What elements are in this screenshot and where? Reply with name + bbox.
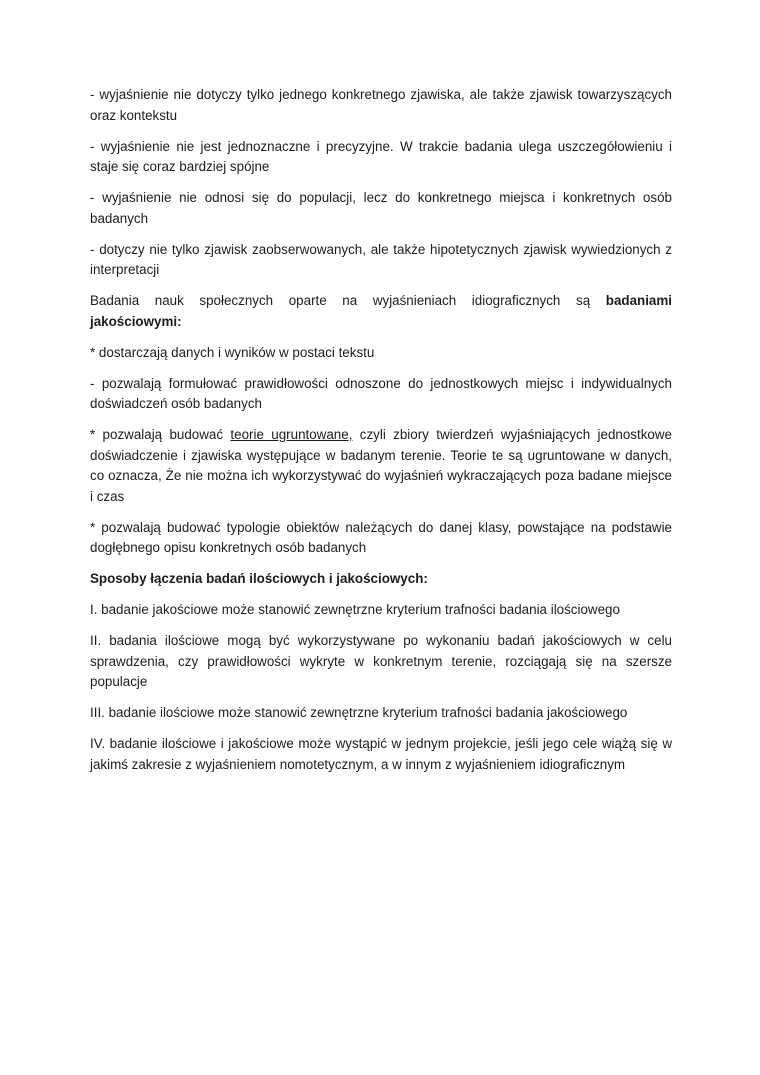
text-run: teorie ugruntowane, (230, 427, 353, 442)
text-run: Sposoby łączenia badań ilościowych i jakościowych: (90, 571, 428, 586)
text-run: IV. badanie ilościowe i jakościowe może wystąpić w jednym projekcie, jeśli jego cele wiążą się w jakimś zakresie z wyjaśnieniem nomotetycznym, a w innym z wyjaśnieniem idiograficznym (90, 736, 672, 772)
paragraph-star-1 (90, 343, 672, 364)
text-run: II. badania ilościowe mogą być wykorzystywane po wykonaniu badań jakościowych w celu sprawdzenia, czy prawidłowości wykryte w konkretnym terenie, rozciągają się na szersze populacje (90, 633, 672, 689)
text-run: III. badanie ilościowe może stanowić zewnętrzne kryterium trafności badania jakościowego (90, 705, 628, 720)
paragraph-dash-5 (90, 374, 672, 415)
text-run: czyli zbiory twierdzeń wyjaśniających jednostkowe doświadczenie i zjawiska występujące w badanym terenie. Teorie te są ugruntowane w danych, co oznacza, Że nie można ich wykorzystywać do wyjaśnień wykraczających poza badane miejsce i czas (90, 427, 672, 504)
paragraph-dash-3 (90, 188, 672, 229)
paragraph-star-3 (90, 518, 672, 559)
document-body (90, 85, 672, 775)
text-run: Badania nauk społecznych oparte na wyjaśnieniach idiograficznych są (90, 293, 606, 308)
text-run: - wyjaśnienie nie jest jednoznaczne i precyzyjne. W trakcie badania ulega uszczegółowieniu i staje się coraz bardziej spójne (90, 138, 672, 174)
paragraph-star-2 (90, 425, 672, 507)
section-heading (90, 569, 672, 590)
text-run: - wyjaśnienie nie dotyczy tylko jednego konkretnego zjawiska, ale także zjawisk towarzyszących oraz kontekstu (90, 87, 672, 123)
text-run: - wyjaśnienie nie odnosi się do populacji, lecz do konkretnego miejsca i konkretnych osób badanych (90, 190, 672, 226)
text-run: * pozwalają budować (90, 427, 231, 442)
text-run: - dotyczy nie tylko zjawisk zaobserwowanych, ale także hipotetycznych zjawisk wywiedzionych z interpretacji (90, 241, 672, 277)
text-run: I. badanie jakościowe może stanowić zewnętrzne kryterium trafności badania ilościowego (90, 602, 620, 617)
paragraph-roman-4 (90, 734, 672, 775)
paragraph-roman-2 (90, 631, 672, 693)
text-run: * dostarczają danych i wyników w postaci tekstu (90, 344, 375, 360)
paragraph-roman-3 (90, 703, 672, 724)
paragraph-dash-2 (90, 137, 672, 178)
text-run: badaniami jakościowymi: (90, 293, 672, 329)
text-run: * pozwalają budować typologie obiektów należących do danej klasy, powstające na podstawie dogłębnego opisu konkretnych osób badanych (90, 519, 672, 555)
paragraph-roman-1 (90, 600, 672, 621)
paragraph-intro-badania (90, 291, 672, 332)
paragraph-dash-1 (90, 85, 672, 126)
text-run: - pozwalają formułować prawidłowości odnoszone do jednostkowych miejsc i indywidualnych doświadczeń osób badanych (90, 375, 672, 411)
paragraph-dash-4 (90, 240, 672, 281)
